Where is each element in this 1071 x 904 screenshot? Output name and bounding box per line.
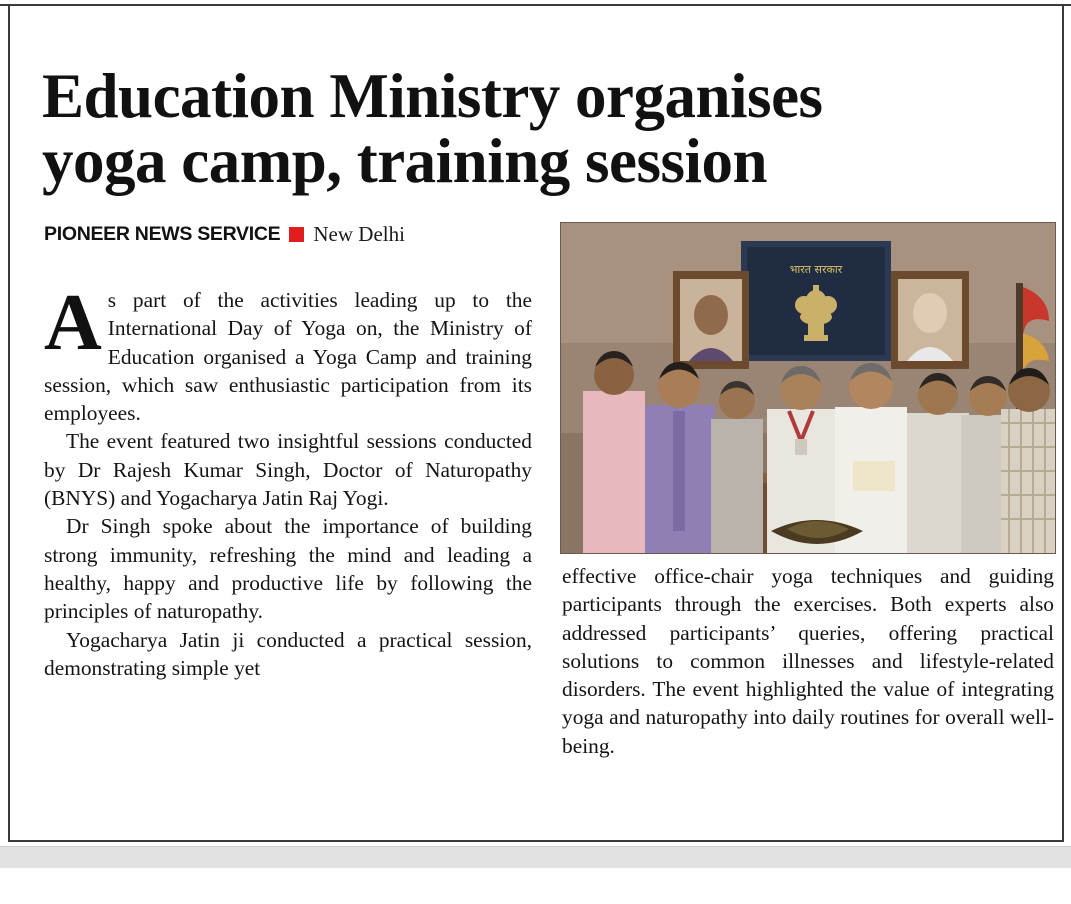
article-headline xyxy=(42,61,1042,197)
paragraph: Dr Singh spoke about the importance of building strong immunity, refreshing the mind and leading a healthy, happy and productive life by following the principles of naturopathy. xyxy=(44,514,532,624)
svg-text:भारत सरकार: भारत सरकार xyxy=(789,263,843,276)
top-divider xyxy=(0,4,1071,6)
headline-line-1: Education Ministry organises xyxy=(42,61,823,132)
byline xyxy=(44,222,405,246)
paragraph: Yogacharya Jatin ji conducted a practical session, demonstrating simple yet xyxy=(44,627,532,680)
paragraph: The event featured two insightful sessions conducted by Dr Rajesh Kumar Singh, Doctor of Naturopathy (BNYS) and Yogacharya Jatin Raj Yogi. xyxy=(44,429,532,511)
article-photo xyxy=(560,222,1056,554)
page-footer-band xyxy=(0,846,1071,870)
byline-service: PIONEER NEWS SERVICE xyxy=(44,222,281,245)
bottom-divider xyxy=(8,840,1064,842)
drop-cap: A xyxy=(44,279,102,367)
headline-line-2: yoga camp, training session xyxy=(42,126,768,197)
paragraph-text: s part of the activities leading up to the International Day of Yoga on, the Ministry of Education organised a Yoga Camp and training session, which saw enthusiastic participation from its employees. xyxy=(44,288,532,426)
byline-separator-icon xyxy=(289,227,304,242)
paragraph: effective office-chair yoga techniques and guiding participants through the exercises. Both experts also addressed participants’ queries, offering practical solutions to common illnesses and lifestyle-related disorders. The event highlighted the value of integrating yoga and naturopathy into daily routines for overall well-being. xyxy=(562,564,1054,758)
byline-place: New Delhi xyxy=(313,221,405,246)
left-divider xyxy=(8,6,10,842)
page-footer-white xyxy=(0,868,1071,904)
right-divider xyxy=(1062,6,1064,842)
article-body-right xyxy=(562,562,1054,760)
article-body-left xyxy=(44,279,532,682)
paragraph xyxy=(44,279,532,427)
